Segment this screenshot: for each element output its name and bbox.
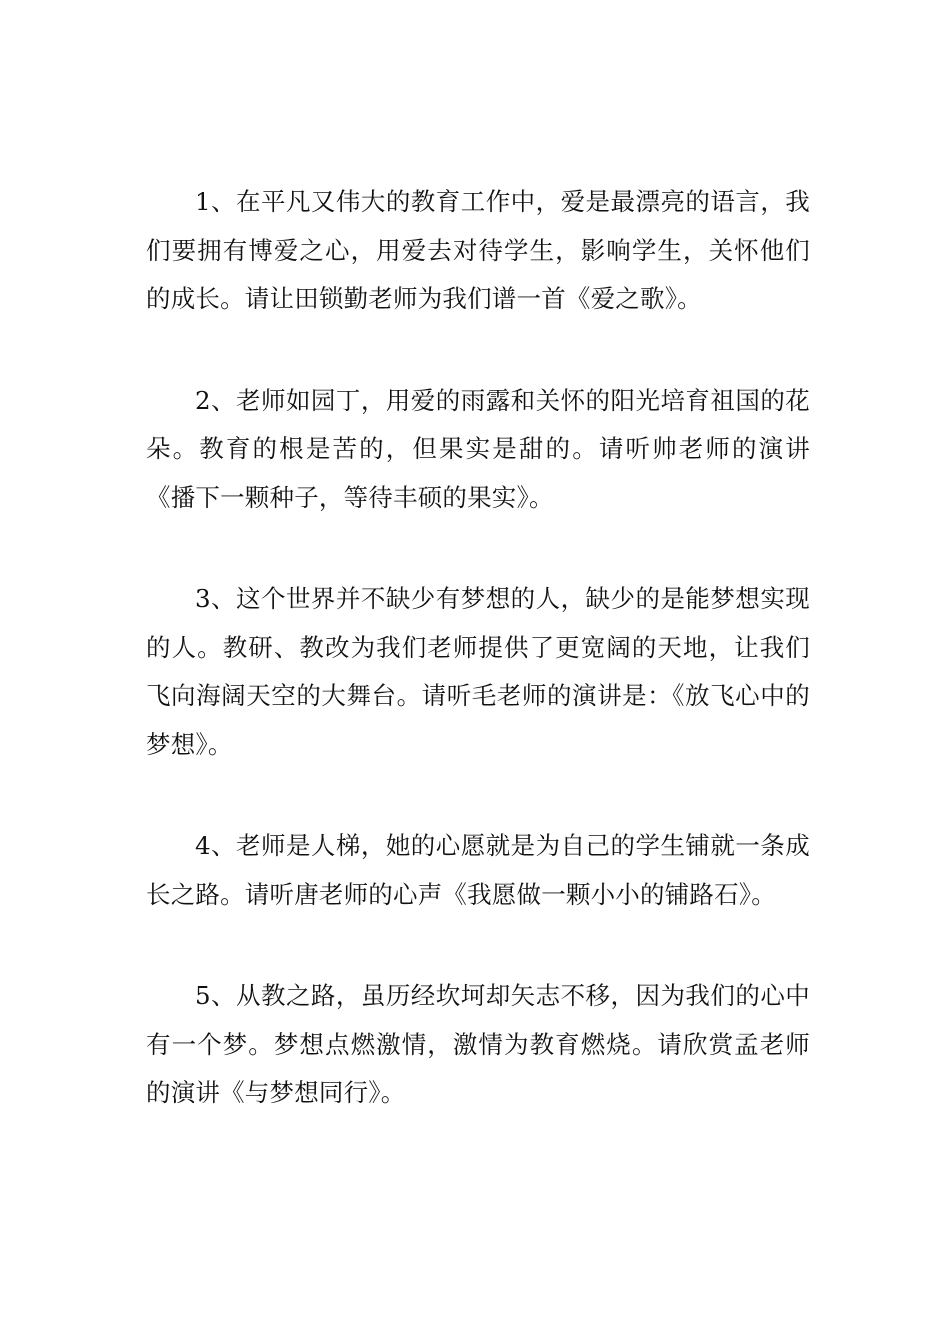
paragraph-5: 5、从教之路，虽历经坎坷却矢志不移，因为我们的心中有一个梦。梦想点燃激情，激情为教育燃烧。请欣赏孟老师的演讲《与梦想同行》。 [146,981,810,1107]
document-body [146,178,810,1171]
paragraph-3: 3、这个世界并不缺少有梦想的人，缺少的是能梦想实现的人。教研、教改为我们老师提供了更宽阔的天地，让我们飞向海阔天空的大舞台。请听毛老师的演讲是：《放飞心中的梦想》。 [146,584,810,759]
paragraph-2: 2、老师如园丁，用爱的雨露和关怀的阳光培育祖国的花朵。教育的根是苦的，但果实是甜的。请听帅老师的演讲《播下一颗种子，等待丰硕的果实》。 [146,385,810,512]
paragraph-4: 4、老师是人梯，她的心愿就是为自己的学生铺就一条成长之路。请听唐老师的心声《我愿做一颗小小的铺路石》。 [146,831,810,909]
paragraph-1: 1、在平凡又伟大的教育工作中，爱是最漂亮的语言，我们要拥有博爱之心，用爱去对待学生，影响学生，关怀他们的成长。请让田锁勤老师为我们谱一首《爱之歌》。 [146,187,810,313]
